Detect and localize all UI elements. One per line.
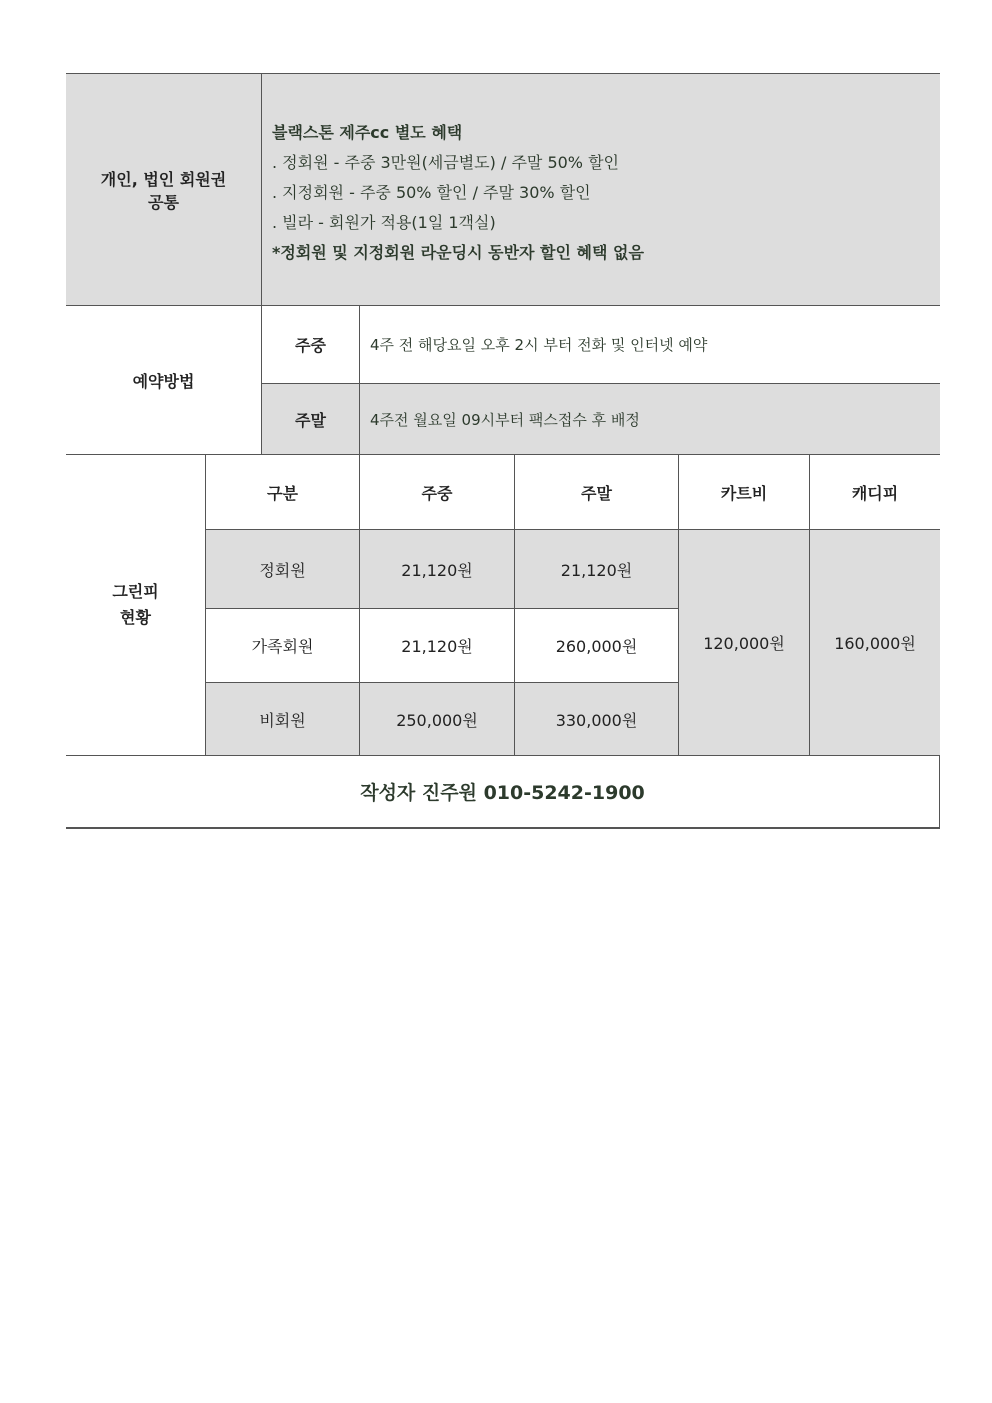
reservation-weekday-text-cell — [359, 305, 940, 383]
benefit-note: *정회원 및 지정회원 라운딩시 동반자 할인 혜택 없음 — [272, 243, 644, 262]
caddie-fee-cell — [809, 529, 940, 755]
header-label: 주말 — [581, 483, 612, 503]
greenfee-label-cell — [66, 454, 205, 755]
table-row-type — [205, 529, 359, 608]
author-cell — [66, 755, 940, 829]
reservation-label-cell — [66, 305, 261, 454]
greenfee-label-line1: 그린피 — [112, 582, 159, 601]
table-row-type — [205, 608, 359, 682]
table-row-weekend — [514, 608, 678, 682]
table-row-weekend — [514, 682, 678, 755]
table-row-weekend — [514, 529, 678, 608]
row-weekend: 330,000원 — [555, 710, 638, 730]
reservation-weekday-label-cell — [261, 305, 359, 383]
greenfee-label-line2: 현황 — [120, 608, 151, 627]
reservation-weekend-label: 주말 — [295, 410, 326, 430]
reservation-weekend-text: 4주전 월요일 09시부터 팩스접수 후 배정 — [370, 410, 640, 429]
header-label: 카트비 — [720, 483, 768, 503]
membership-label-cell — [66, 74, 261, 305]
cart-fee: 120,000원 — [703, 634, 785, 653]
table-row-type — [205, 682, 359, 755]
row-weekday: 21,120원 — [401, 637, 473, 656]
reservation-weekend-label-cell — [261, 383, 359, 454]
benefit-title: 블랙스톤 제주cc 별도 혜택 — [272, 123, 463, 142]
table-row-weekday — [359, 682, 514, 755]
reservation-label: 예약방법 — [132, 371, 195, 391]
benefit-line: . 빌라 - 회원가 적용(1일 1객실) — [272, 213, 496, 232]
row-type: 정회원 — [259, 560, 306, 580]
table-row-weekday — [359, 529, 514, 608]
membership-label-line1: 개인, 법인 회원권 — [100, 169, 227, 189]
reservation-weekend-text-cell — [359, 383, 940, 454]
header-label: 주중 — [421, 483, 453, 503]
benefit-line: . 정회원 - 주중 3만원(세금별도) / 주말 50% 할인 — [272, 153, 620, 172]
row-weekday: 250,000원 — [396, 710, 478, 730]
cart-fee-cell — [678, 529, 809, 755]
row-weekend: 21,120원 — [560, 560, 633, 580]
header-label: 구분 — [267, 483, 298, 503]
greenfee-header-weekend — [514, 454, 678, 529]
reservation-weekday-label: 주중 — [295, 336, 326, 355]
greenfee-header-weekday — [359, 454, 514, 529]
author-text: 작성자 진주원 010-5242-1900 — [360, 782, 645, 804]
membership-label-line2: 공통 — [148, 192, 179, 212]
row-type: 가족회원 — [251, 637, 314, 656]
row-type: 비회원 — [259, 710, 306, 730]
greenfee-header-type — [205, 454, 359, 529]
greenfee-header-caddie — [809, 454, 940, 529]
header-label: 캐디피 — [851, 483, 899, 503]
benefit-line: . 지정회원 - 주중 50% 할인 / 주말 30% 할인 — [272, 183, 591, 202]
caddie-fee: 160,000원 — [834, 634, 916, 653]
row-weekday: 21,120원 — [401, 560, 473, 580]
greenfee-header-cart — [678, 454, 809, 529]
reservation-weekday-text: 4주 전 해당요일 오후 2시 부터 전화 및 인터넷 예약 — [370, 336, 708, 354]
table-row-weekday — [359, 608, 514, 682]
membership-benefits-cell — [261, 74, 940, 305]
row-weekend: 260,000원 — [555, 637, 638, 656]
